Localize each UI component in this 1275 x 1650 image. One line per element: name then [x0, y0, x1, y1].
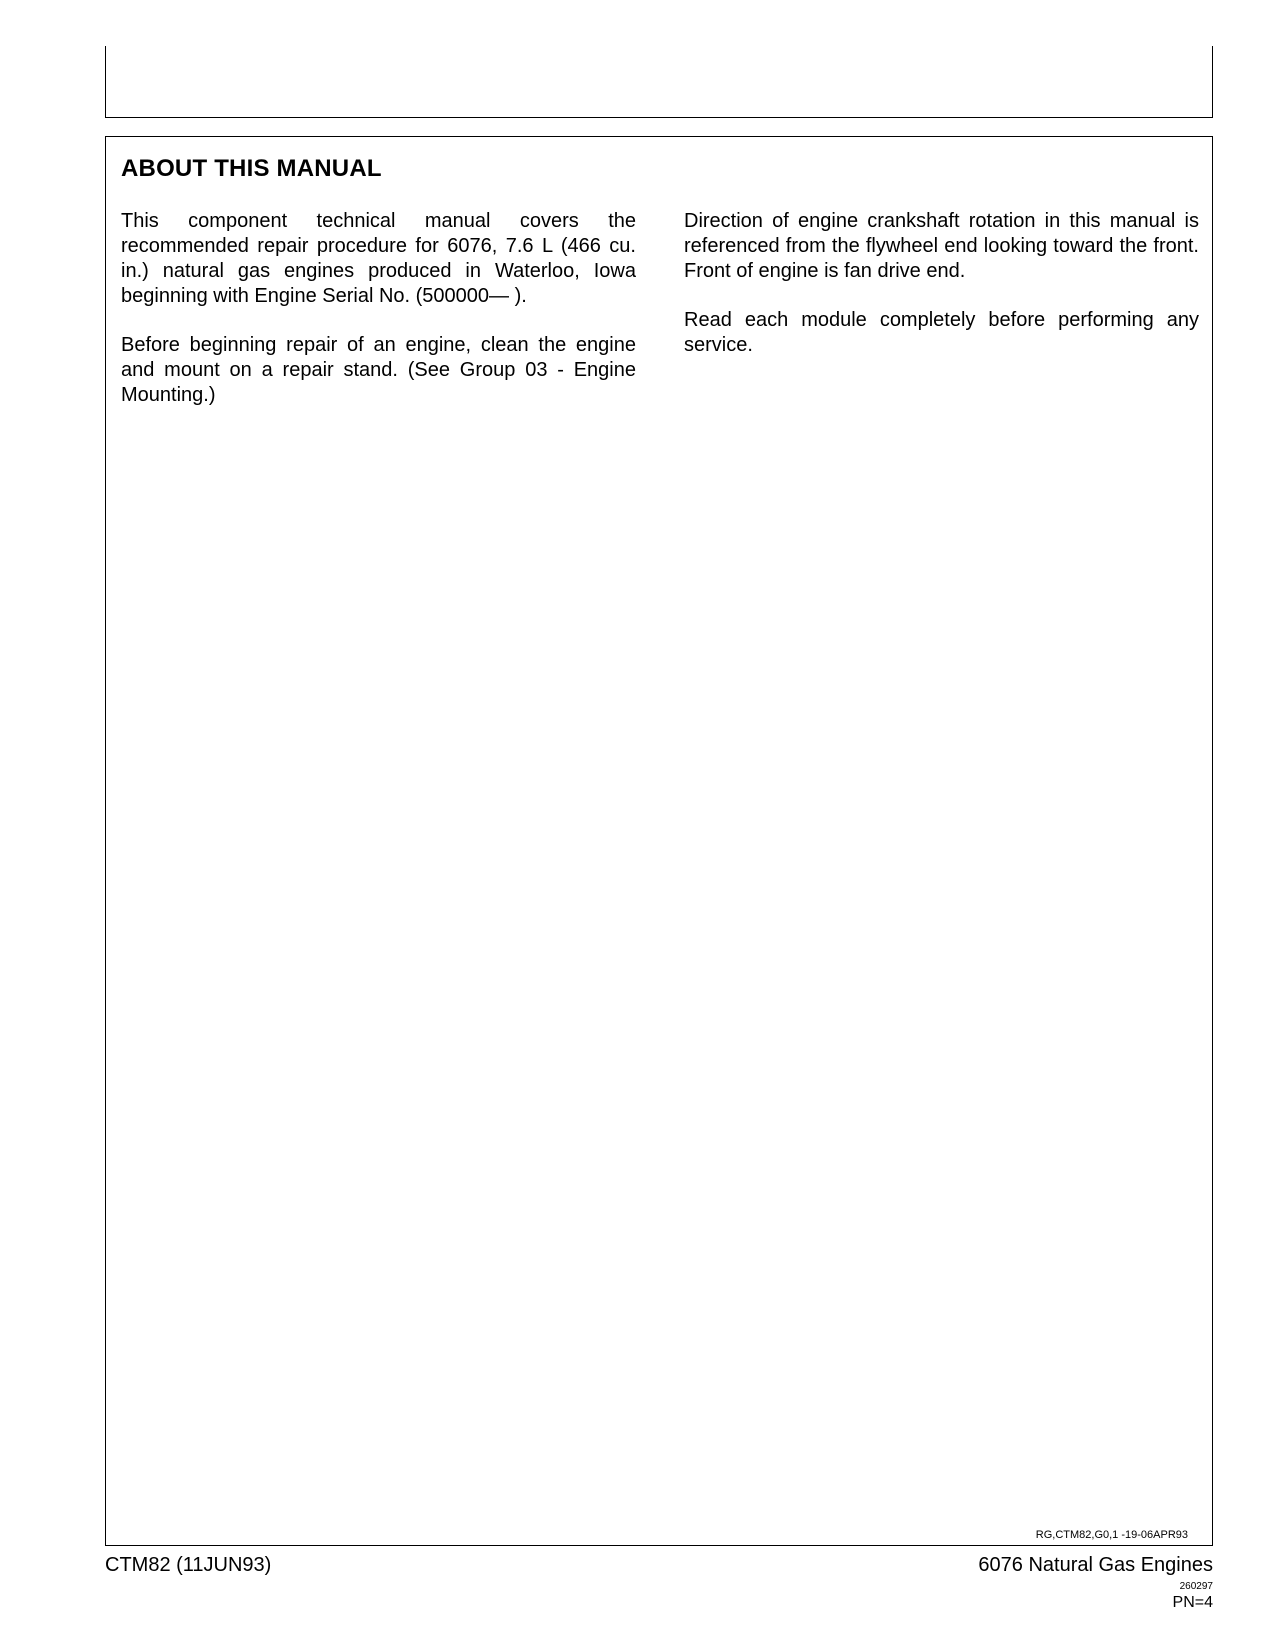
section-heading: ABOUT THIS MANUAL	[121, 155, 382, 182]
paragraph-read-module: Read each module completely before performing any service.	[684, 309, 1199, 356]
paragraph-rotation: Direction of engine crankshaft rotation in this manual is referenced from the flywheel end looking toward the front. Front of engine is fan drive end.	[684, 210, 1199, 282]
reference-code: RG,CTM82,G0,1 -19-06APR93	[1035, 1529, 1188, 1541]
paragraph-coverage: This component technical manual covers the recommended repair procedure for 6076, 7.6 L (466 cu. in.) natural gas engines produced in Waterloo, Iowa beginning with Engine Serial No. (500000— ).	[121, 210, 636, 307]
left-column	[121, 209, 636, 432]
right-column	[684, 209, 1199, 382]
top-frame	[105, 46, 1213, 118]
footer-number: 260297	[1179, 1581, 1213, 1592]
page-number: PN=4	[1172, 1594, 1213, 1611]
footer-manual-id: CTM82 (11JUN93)	[105, 1554, 272, 1576]
paragraph-preparation: Before beginning repair of an engine, clean the engine and mount on a repair stand. (See Group 03 - Engine Mounting.)	[121, 334, 636, 406]
section-box	[105, 136, 1213, 1546]
footer-title: 6076 Natural Gas Engines	[978, 1554, 1213, 1576]
